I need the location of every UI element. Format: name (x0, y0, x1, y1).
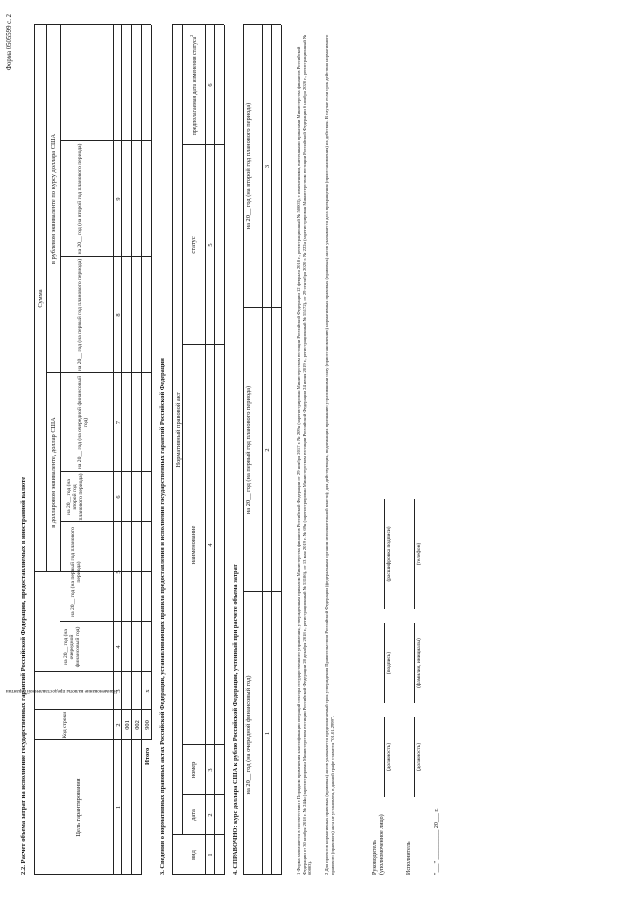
col-sum-header: Сумма (37, 289, 44, 308)
col-npa-header: Нормативный правовой акт (175, 392, 182, 468)
section-3-title: 3. Сведения о нормативных правовых актах Российской Федерации, устанавливающих правила предоставления и исполнения государственных гарантий Российской Федерации (159, 358, 166, 875)
col-number-header: номер (190, 761, 197, 779)
col-rub-current: на 20__ год (на очередной финансовый год) (77, 375, 90, 470)
form-header: Форма 0505599 с. 2 (6, 14, 13, 71)
t3-colnum-1: 1 (207, 853, 214, 857)
col-code-header: Код строки (62, 711, 68, 739)
head-signature: (подпись) (386, 651, 392, 675)
col-date-header: дата (190, 809, 197, 821)
col-status-date-header: предполагаемая дата изменения статуса$^2$ (189, 34, 198, 136)
t4-col-y2: на 20__ год (на первый год планового периода) (245, 385, 252, 515)
table-row-code: 002 (134, 720, 141, 730)
total-x: x (144, 689, 151, 693)
col-name-header: наименование (190, 525, 197, 565)
colnum-2: 2 (115, 723, 122, 727)
footnote-mark: 2 (189, 34, 194, 37)
colnum-7: 7 (115, 420, 122, 425)
col-usd-plan1: на 20__ год (на первый год планового периода) (70, 527, 83, 617)
head-position: (должность) (386, 742, 392, 772)
footnote-1: 1 Форма заполняется в соответствии с Порядком применения классификации операций сектора государственного управления, утвержденным приказом Министерства финансов Российской Федерации от 29 ноября 2017 г. № 209н (зарегистрирован Министерством юстиции Российской Федерации 12 февраля 2018 г., регистрационный № 50003), с изменениями, внесенными приказами Министерства финансов Российской Федерации от 30 ноября 2018 г. № 244н (зарегистрирован Министерством юстиции Российской Федерации 28 декабря 2018 г., регистрационный № 53186), от 13 мая 2019 г. № 69н (зарегистрирован Министерством юстиции Российской Федерации 24 июня 2019 г., регистрационный № 55172), от 29 сентября 2020 г. № 222н (зарегистрирован Министерством юстиции Российской Федерации 6 ноября 2020 г., регистрационный № 60803). (296, 34, 313, 875)
footnote-2: 2 Для проектов нормативных правовых (правовых) актов указывается предполагаемый срок утверждения Правительством Российской Федерации (федеральным органом исполнительной власти); для действующих, подлежащих признанию утратившими силу (приостановлению) нормативных правовых (правовых) актов указывается дата прекращения (приостановления) их действия. В случае если срок действия нормативного правового (правового) акта не установлен, в данной графе ставится "01.01.2999". (324, 34, 335, 875)
col-type-header: вид (190, 850, 197, 860)
t4-colnum-2: 2 (264, 448, 271, 452)
t4-colnum-3: 3 (264, 164, 271, 169)
t3-colnum-2: 2 (207, 813, 214, 817)
executor-label: Исполнитель (406, 841, 412, 875)
head-decoding: (расшифровка подписи) (386, 526, 392, 582)
col-usd-plan2: на 20__ год (на второй год планового периода) (66, 473, 85, 521)
col-rub-header: в рублевом эквиваленте по курсу доллара США (50, 133, 57, 265)
section-4-title: 4. СПРАВОЧНО: курс доллара США к рублю Российской Федерации, учтенный при расчете объема затрат (232, 564, 239, 875)
total-code: 900 (144, 720, 151, 730)
section-2-2-title: 2.2. Расчет объема затрат на исполнение государственных гарантий Российской Федерации, предоставляемых в иностранной валюте (20, 476, 27, 875)
col-purpose-header: Цель гарантирования (75, 778, 82, 837)
t3-colnum-5: 5 (207, 243, 214, 247)
col-rub-plan2: на 20__ год (на второй год планового периода) (77, 143, 83, 255)
colnum-5: 5 (115, 570, 122, 574)
t4-col-y3: на 20__ год (на второй год планового периода) (245, 102, 252, 230)
executor-position: (должность) (416, 742, 422, 772)
date-line: "___" __________ 20___ г. (434, 808, 440, 875)
table-row-code: 001 (124, 720, 131, 730)
t4-colnum-1: 1 (264, 731, 271, 736)
col-status-header: статус (190, 236, 197, 254)
col-usd-current: на 20__ год (на очередной финансовый год) (63, 626, 82, 668)
colnum-4: 4 (115, 645, 122, 649)
colnum-9: 9 (115, 197, 122, 201)
t3-colnum-4: 4 (207, 543, 214, 547)
col-currency-header: Наименование валюты предоставленной гарантии (5, 688, 117, 694)
total-label: Итого (144, 747, 151, 765)
colnum-1: 1 (115, 805, 122, 810)
colnum-8: 8 (115, 313, 122, 317)
t4-col-y1: на 20__ год (на очередной финансовый год) (245, 675, 252, 795)
colnum-3: 3 (115, 689, 122, 693)
executor-fio: (фамилия, инициалы) (416, 638, 422, 688)
executor-phone: (телефон) (416, 542, 422, 566)
colnum-6: 6 (115, 495, 122, 499)
t3-colnum-6: 6 (207, 83, 214, 87)
t3-colnum-3: 3 (207, 768, 214, 772)
col-usd-header: в долларовом эквиваленте, доллар США (50, 417, 57, 528)
head-label: Руководитель (уполномоченное лицо) (372, 814, 385, 875)
col-rub-plan1: на 20__ год (на первый год планового периода) (77, 258, 83, 372)
